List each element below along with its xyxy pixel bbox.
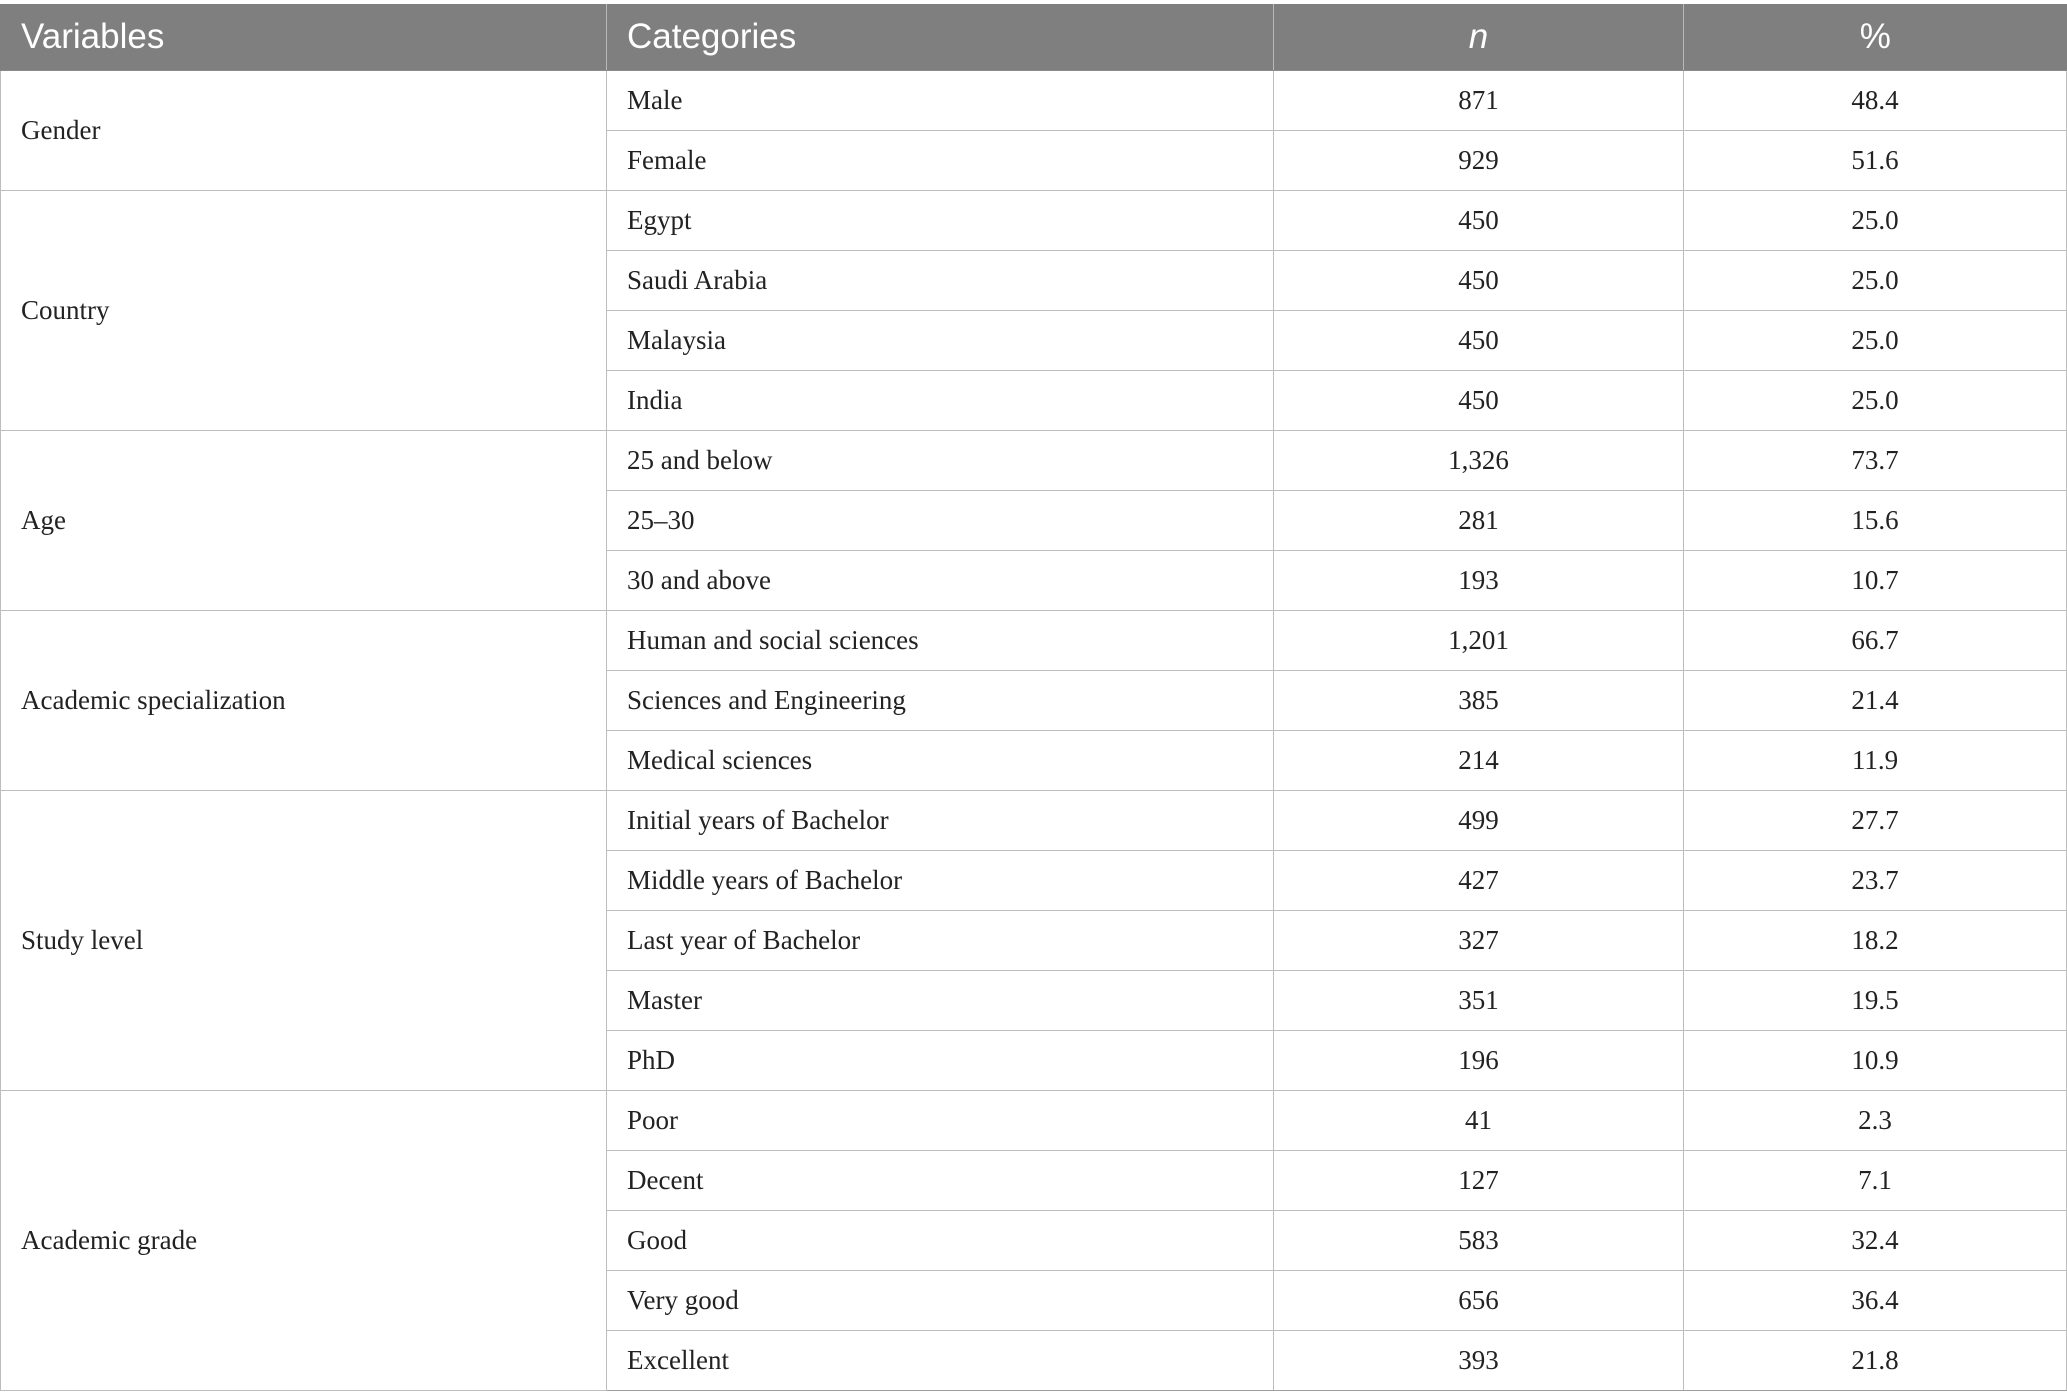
variable-cell: Academic grade <box>1 1091 607 1391</box>
header-row <box>1 4 2067 71</box>
percent-cell: 23.7 <box>1684 851 2067 911</box>
category-cell: Malaysia <box>607 311 1274 371</box>
category-cell: Saudi Arabia <box>607 251 1274 311</box>
percent-cell: 51.6 <box>1684 131 2067 191</box>
category-cell: Medical sciences <box>607 731 1274 791</box>
count-cell: 281 <box>1274 491 1684 551</box>
count-cell: 127 <box>1274 1151 1684 1211</box>
category-cell: Male <box>607 71 1274 131</box>
count-cell: 929 <box>1274 131 1684 191</box>
count-cell: 450 <box>1274 251 1684 311</box>
category-cell: Initial years of Bachelor <box>607 791 1274 851</box>
count-cell: 196 <box>1274 1031 1684 1091</box>
count-cell: 351 <box>1274 971 1684 1031</box>
percent-cell: 25.0 <box>1684 251 2067 311</box>
count-cell: 1,326 <box>1274 431 1684 491</box>
count-cell: 583 <box>1274 1211 1684 1271</box>
percent-cell: 19.5 <box>1684 971 2067 1031</box>
percent-cell: 10.9 <box>1684 1031 2067 1091</box>
percent-cell: 25.0 <box>1684 311 2067 371</box>
count-cell: 871 <box>1274 71 1684 131</box>
percent-cell: 27.7 <box>1684 791 2067 851</box>
category-cell: Sciences and Engineering <box>607 671 1274 731</box>
table-row <box>1 71 2067 131</box>
percent-cell: 48.4 <box>1684 71 2067 131</box>
variable-cell: Age <box>1 431 607 611</box>
percent-cell: 25.0 <box>1684 191 2067 251</box>
count-cell: 656 <box>1274 1271 1684 1331</box>
count-cell: 1,201 <box>1274 611 1684 671</box>
header-percent: % <box>1684 4 2067 71</box>
percent-cell: 2.3 <box>1684 1091 2067 1151</box>
variable-cell: Academic specialization <box>1 611 607 791</box>
percent-cell: 32.4 <box>1684 1211 2067 1271</box>
count-cell: 450 <box>1274 311 1684 371</box>
category-cell: 30 and above <box>607 551 1274 611</box>
count-cell: 450 <box>1274 191 1684 251</box>
percent-cell: 73.7 <box>1684 431 2067 491</box>
count-cell: 385 <box>1274 671 1684 731</box>
table-row <box>1 791 2067 851</box>
header-variables: Variables <box>1 4 607 71</box>
category-cell: Poor <box>607 1091 1274 1151</box>
percent-cell: 15.6 <box>1684 491 2067 551</box>
category-cell: India <box>607 371 1274 431</box>
category-cell: Very good <box>607 1271 1274 1331</box>
count-cell: 499 <box>1274 791 1684 851</box>
table-row <box>1 191 2067 251</box>
category-cell: PhD <box>607 1031 1274 1091</box>
percent-cell: 21.8 <box>1684 1331 2067 1391</box>
percent-cell: 25.0 <box>1684 371 2067 431</box>
percent-cell: 11.9 <box>1684 731 2067 791</box>
category-cell: Decent <box>607 1151 1274 1211</box>
percent-cell: 21.4 <box>1684 671 2067 731</box>
category-cell: Master <box>607 971 1274 1031</box>
percent-cell: 66.7 <box>1684 611 2067 671</box>
count-cell: 393 <box>1274 1331 1684 1391</box>
header-categories: Categories <box>607 4 1274 71</box>
category-cell: Female <box>607 131 1274 191</box>
count-cell: 450 <box>1274 371 1684 431</box>
count-cell: 427 <box>1274 851 1684 911</box>
percent-cell: 10.7 <box>1684 551 2067 611</box>
category-cell: Human and social sciences <box>607 611 1274 671</box>
category-cell: Middle years of Bachelor <box>607 851 1274 911</box>
demographics-table <box>0 4 2067 1391</box>
percent-cell: 18.2 <box>1684 911 2067 971</box>
category-cell: 25 and below <box>607 431 1274 491</box>
count-cell: 214 <box>1274 731 1684 791</box>
table-row <box>1 431 2067 491</box>
count-cell: 193 <box>1274 551 1684 611</box>
variable-cell: Country <box>1 191 607 431</box>
header-n: n <box>1274 4 1684 71</box>
category-cell: Last year of Bachelor <box>607 911 1274 971</box>
variable-cell: Study level <box>1 791 607 1091</box>
variable-cell: Gender <box>1 71 607 191</box>
table-header <box>1 4 2067 71</box>
percent-cell: 36.4 <box>1684 1271 2067 1331</box>
percent-cell: 7.1 <box>1684 1151 2067 1211</box>
category-cell: 25–30 <box>607 491 1274 551</box>
table-body <box>1 71 2067 1391</box>
count-cell: 41 <box>1274 1091 1684 1151</box>
category-cell: Egypt <box>607 191 1274 251</box>
category-cell: Excellent <box>607 1331 1274 1391</box>
table-row <box>1 611 2067 671</box>
count-cell: 327 <box>1274 911 1684 971</box>
table-row <box>1 1091 2067 1151</box>
category-cell: Good <box>607 1211 1274 1271</box>
